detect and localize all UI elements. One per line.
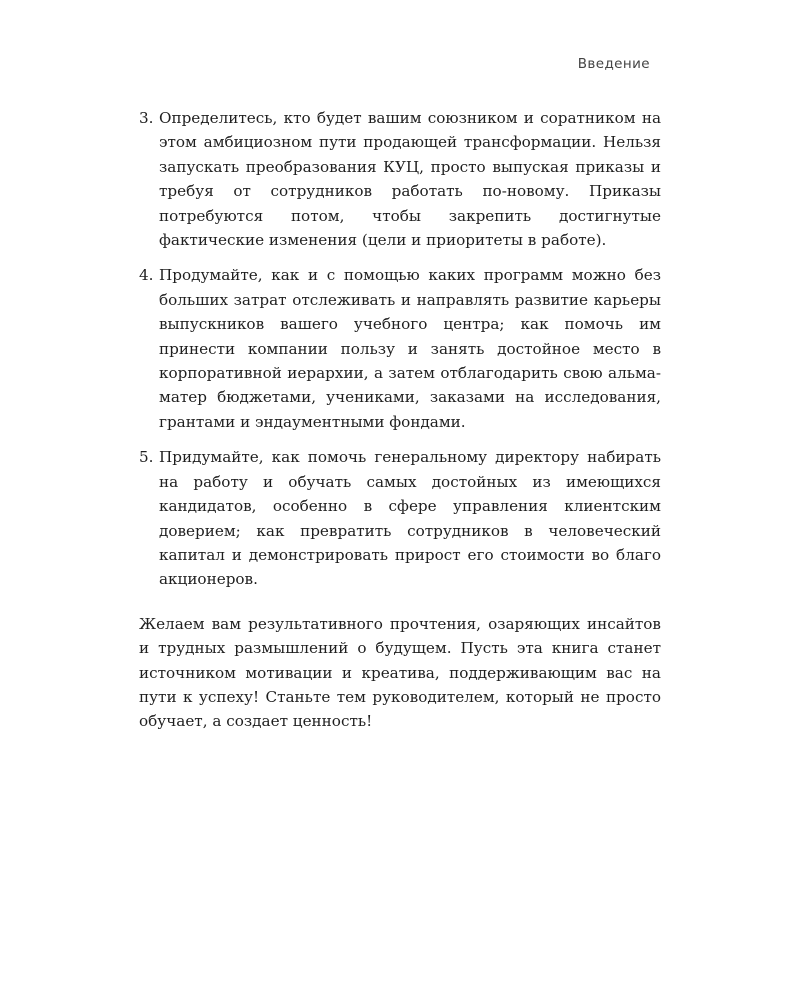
list-item (139, 263, 661, 434)
list-item-number: 4. (139, 266, 154, 285)
list-item-number: 5. (139, 448, 154, 467)
list-item-number: 3. (139, 109, 154, 127)
running-header (578, 56, 650, 72)
closing-paragraph: Желаем вам результативного прочтения, озаряющих инсайтов и трудных размышлений о будущем. Пусть эта книга станет источником мотивации и креатива, поддерживающим вас на пути к успеху! Станьте тем руководителем, который не просто обучает, а создает ценность! (139, 614, 661, 731)
list-item-text: Придумайте, как помочь генеральному директору набирать на работу и обучать самых достойных из имеющихся кандидатов, особенно в сфере управления клиентским доверием; как превратить сотрудников в человеческий капитал и демонстрировать прирост его стоимости во благо акционеров. (159, 448, 661, 589)
list-item-text: Продумайте, как и с помощью каких программ можно без больших затрат отслеживать и направлять развитие карьеры выпускников вашего учебного центра; как помочь им принести компании пользу и занять достойное место в корпоративной иерархии, а затем отблагодарить свою альма-матер бюджетами, учениками, заказами на исследования, грантами и эндаументными фондами. (159, 266, 661, 431)
section-title: Введение (577, 56, 650, 72)
list-item (139, 445, 661, 591)
list-item (139, 106, 661, 252)
page-body (139, 106, 661, 734)
list-item-text: Определитесь, кто будет вашим союзником и соратником на этом амбициозном пути продающей трансформации. Нельзя запускать преобразования КУЦ, просто выпуская приказы и требуя от сотрудников работать по-новому. Приказы потребуются потом, чтобы закрепить достигнутые фактические изменения (цели и приоритеты в работе). (159, 109, 661, 250)
numbered-list (139, 106, 661, 592)
